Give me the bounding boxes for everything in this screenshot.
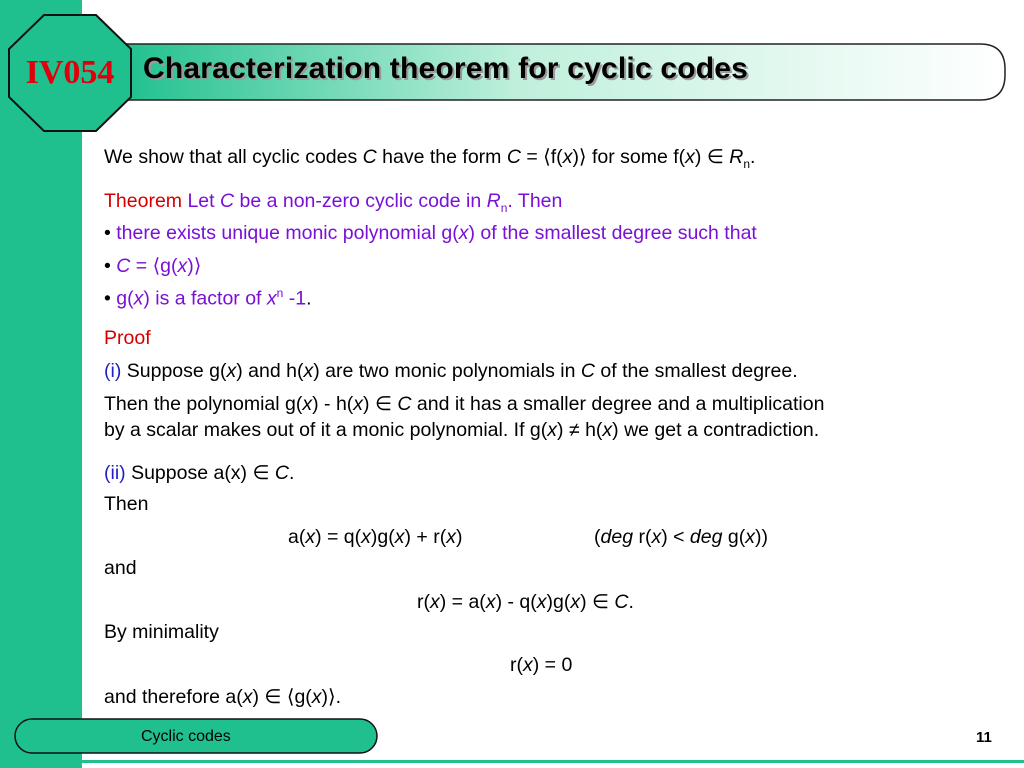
equation-division: a(x) = q(x)g(x) + r(x) bbox=[288, 526, 463, 548]
footer-divider bbox=[0, 760, 1024, 763]
page-number: 11 bbox=[976, 729, 992, 746]
proof-part-1-line-2: Then the polynomial g(x) - h(x) ∈ C and it has a smaller degree and a multiplication bbox=[104, 393, 825, 415]
intro-line: We show that all cyclic codes C have the form C = ⟨f(x)⟩ for some f(x) ∈ $R_n$. bbox=[104, 146, 756, 171]
course-code: IV054 bbox=[25, 54, 115, 91]
theorem-bullet-2: • C = ⟨g(x)⟩ bbox=[104, 255, 202, 277]
proof-part-1: (i) Suppose g(x) and h(x) are two monic polynomials in C of the smallest degree. bbox=[104, 360, 798, 382]
equation-zero: r(x) = 0 bbox=[510, 654, 573, 676]
equation-degree-condition: (deg r(x) < deg g(x)) bbox=[594, 526, 768, 548]
slide-title: Characterization theorem for cyclic codes bbox=[143, 52, 749, 85]
footer-label: Cyclic codes bbox=[141, 728, 231, 745]
proof-part-2: (ii) Suppose a(x) ∈ C. bbox=[104, 462, 295, 484]
proof-part-1-line-3: by a scalar makes out of it a monic polynomial. If g(x) ≠ h(x) we get a contradiction. bbox=[104, 419, 820, 441]
proof-label: Proof bbox=[104, 327, 151, 349]
equation-remainder: r(x) = a(x) - q(x)g(x) ∈ C. bbox=[417, 591, 634, 613]
theorem-bullet-1: • there exists unique monic polynomial g(x) of the smallest degree such that bbox=[104, 222, 757, 244]
and-text: and bbox=[104, 557, 137, 579]
theorem-bullet-3: • g(x) is a factor of $x^n$ -1. bbox=[104, 286, 312, 310]
theorem-label: Theorem bbox=[104, 190, 183, 212]
conclusion-line: and therefore a(x) ∈ ⟨g(x)⟩. bbox=[104, 686, 342, 708]
minimality-text: By minimality bbox=[104, 621, 219, 643]
then-text: Then bbox=[104, 493, 149, 515]
theorem-statement: Theorem Let C be a non-zero cyclic code in $R_n$. Then bbox=[104, 190, 563, 215]
